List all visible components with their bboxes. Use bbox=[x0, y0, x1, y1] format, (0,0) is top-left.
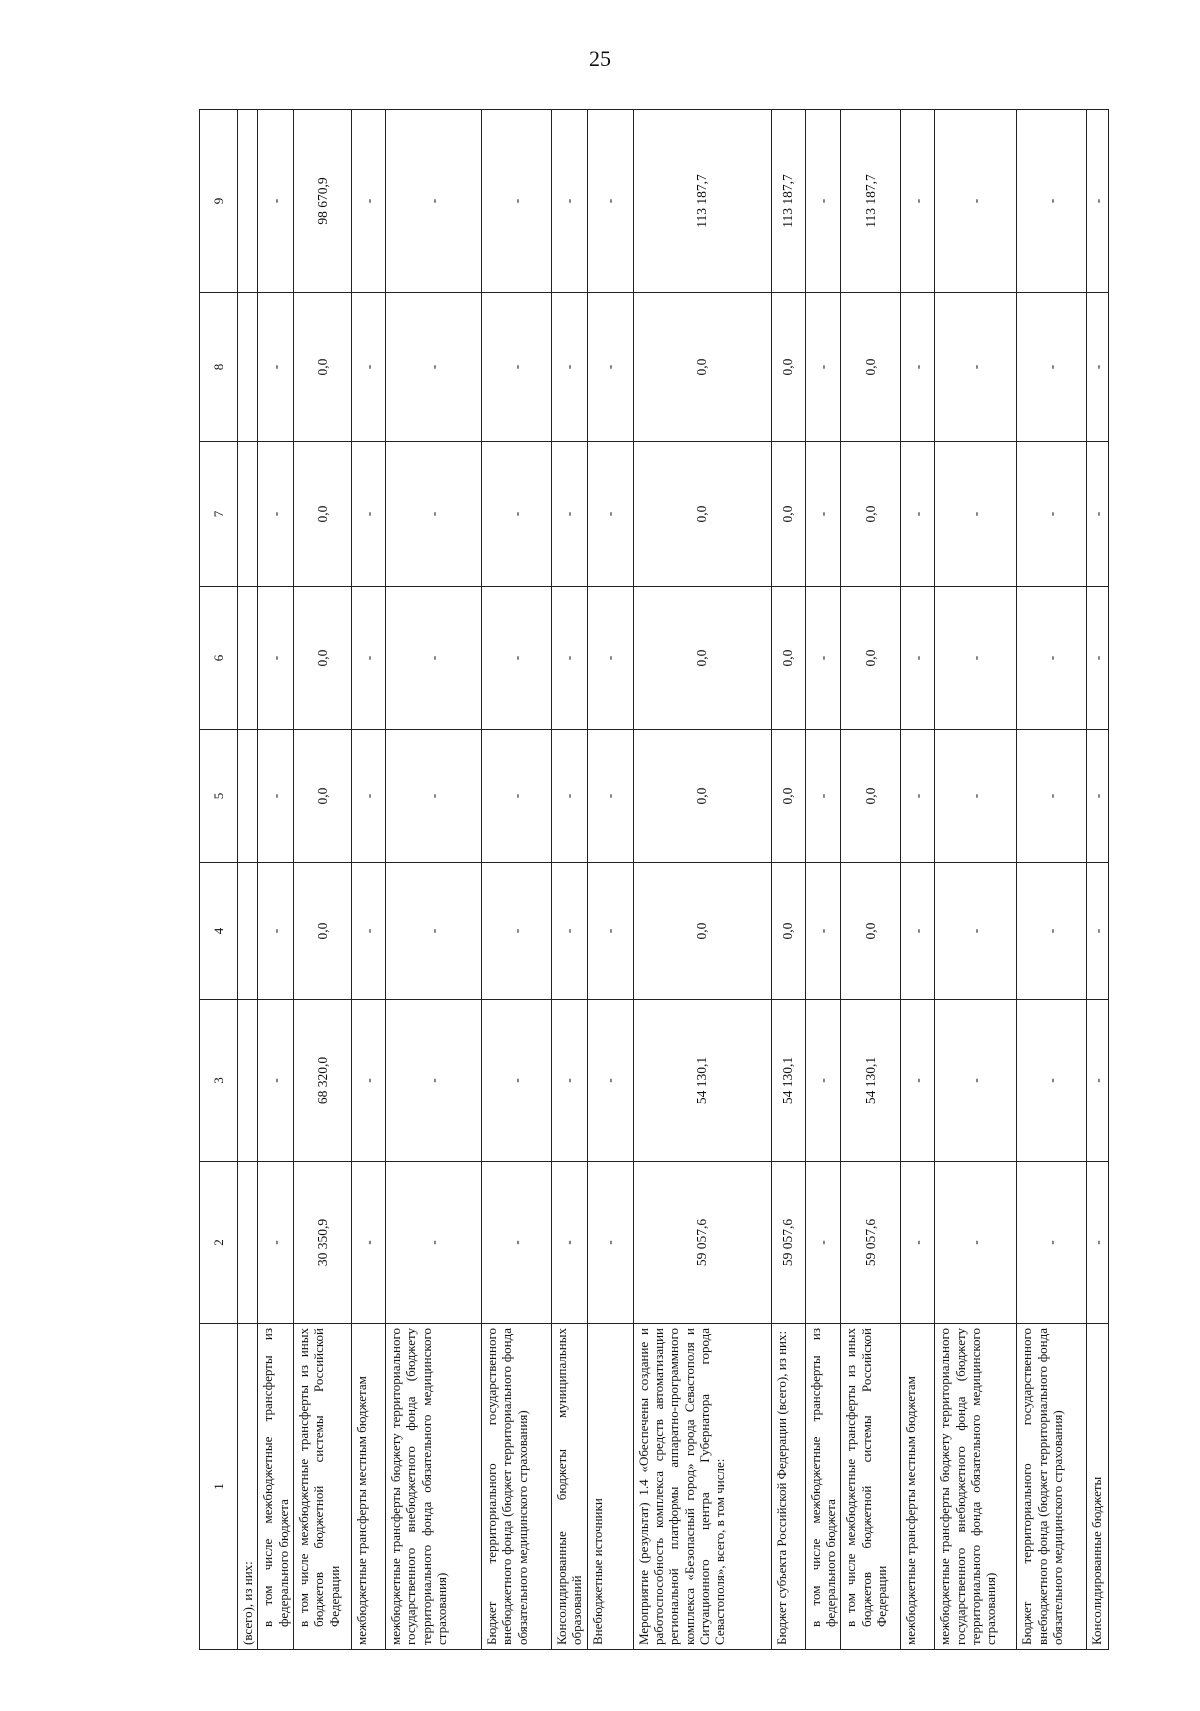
row-label: Внебюджетные источники bbox=[587, 1324, 633, 1650]
value-cell: - bbox=[901, 730, 935, 863]
value-cell: - bbox=[258, 1000, 294, 1162]
value-cell: 0,0 bbox=[293, 730, 351, 863]
row-label: в том числе межбюджетные трансферты из федерального бюджета bbox=[805, 1324, 841, 1650]
row-label: в том числе межбюджетные трансферты из федерального бюджета bbox=[258, 1324, 294, 1650]
header-cell: 6 bbox=[200, 587, 238, 730]
value-cell: - bbox=[258, 1162, 294, 1324]
row-label: межбюджетные трансферты бюджету территориального государственного внебюджетного фонда (бюджету территориального фонда обязательного медицинского страхования) bbox=[935, 1324, 1017, 1650]
table-row bbox=[805, 110, 841, 1650]
value-cell: 113 187,7 bbox=[841, 110, 901, 293]
value-cell: - bbox=[385, 110, 481, 293]
value-cell: - bbox=[587, 863, 633, 1000]
row-label: Бюджет территориального государственного внебюджетного фонда (бюджет территориального фонда обязательного медицинского страхования) bbox=[1017, 1324, 1087, 1650]
value-cell: 0,0 bbox=[771, 293, 805, 442]
value-cell: 0,0 bbox=[633, 442, 771, 587]
value-cell: - bbox=[901, 863, 935, 1000]
value-cell: - bbox=[551, 1000, 587, 1162]
value-cell: - bbox=[385, 1162, 481, 1324]
value-cell: - bbox=[1087, 863, 1109, 1000]
value-cell bbox=[238, 730, 258, 863]
value-cell: - bbox=[935, 1000, 1017, 1162]
value-cell: - bbox=[805, 442, 841, 587]
value-cell: 0,0 bbox=[841, 442, 901, 587]
value-cell: 30 350,9 bbox=[293, 1162, 351, 1324]
table-row bbox=[935, 110, 1017, 1650]
value-cell: 68 320,0 bbox=[293, 1000, 351, 1162]
value-cell: 54 130,1 bbox=[633, 1000, 771, 1162]
table-row bbox=[293, 110, 351, 1650]
table-row bbox=[633, 110, 771, 1650]
value-cell: - bbox=[481, 1000, 551, 1162]
value-cell: 0,0 bbox=[293, 293, 351, 442]
table-row bbox=[238, 110, 258, 1650]
value-cell bbox=[238, 1162, 258, 1324]
value-cell bbox=[238, 110, 258, 293]
value-cell: - bbox=[385, 730, 481, 863]
value-cell: - bbox=[901, 442, 935, 587]
value-cell: - bbox=[901, 293, 935, 442]
value-cell: - bbox=[258, 730, 294, 863]
value-cell: - bbox=[351, 1000, 385, 1162]
value-cell: - bbox=[258, 442, 294, 587]
value-cell: - bbox=[1017, 293, 1087, 442]
value-cell: - bbox=[481, 442, 551, 587]
value-cell: - bbox=[551, 587, 587, 730]
value-cell: - bbox=[901, 110, 935, 293]
table-row bbox=[1017, 110, 1087, 1650]
value-cell: - bbox=[1087, 730, 1109, 863]
value-cell: - bbox=[1017, 110, 1087, 293]
value-cell: - bbox=[935, 730, 1017, 863]
value-cell bbox=[238, 863, 258, 1000]
value-cell: - bbox=[935, 587, 1017, 730]
value-cell: - bbox=[385, 293, 481, 442]
row-label: Мероприятие (результат) 1.4 «Обеспечены создание и работоспособность комплекса средств автоматизации региональной платформы аппаратно-программного комплекса «Безопасный город» города Севастополя и Ситуационного центра Губернатора города Севастополя», всего, в том числе: bbox=[633, 1324, 771, 1650]
value-cell: 113 187,7 bbox=[633, 110, 771, 293]
value-cell: - bbox=[805, 110, 841, 293]
value-cell: - bbox=[935, 110, 1017, 293]
value-cell: - bbox=[385, 863, 481, 1000]
value-cell: - bbox=[351, 110, 385, 293]
row-label: межбюджетные трансферты бюджету территориального государственного внебюджетного фонда (бюджету территориального фонда обязательного медицинского страхования) bbox=[385, 1324, 481, 1650]
value-cell: - bbox=[805, 730, 841, 863]
value-cell: - bbox=[1087, 442, 1109, 587]
value-cell: - bbox=[935, 863, 1017, 1000]
value-cell: 0,0 bbox=[293, 442, 351, 587]
value-cell: - bbox=[351, 1162, 385, 1324]
value-cell: - bbox=[481, 587, 551, 730]
value-cell: 0,0 bbox=[841, 863, 901, 1000]
value-cell: - bbox=[587, 587, 633, 730]
header-cell: 5 bbox=[200, 730, 238, 863]
header-cell: 2 bbox=[200, 1162, 238, 1324]
value-cell: - bbox=[1017, 587, 1087, 730]
header-cell: 9 bbox=[200, 110, 238, 293]
value-cell: - bbox=[1017, 730, 1087, 863]
rotated-table-container bbox=[199, 110, 1105, 1650]
row-label: (всего), из них: bbox=[238, 1324, 258, 1650]
value-cell: 0,0 bbox=[771, 587, 805, 730]
value-cell: - bbox=[385, 587, 481, 730]
value-cell: - bbox=[551, 110, 587, 293]
value-cell: 0,0 bbox=[771, 863, 805, 1000]
value-cell: - bbox=[935, 442, 1017, 587]
value-cell: - bbox=[805, 1162, 841, 1324]
value-cell: - bbox=[1087, 1162, 1109, 1324]
value-cell: - bbox=[935, 293, 1017, 442]
value-cell: 113 187,7 bbox=[771, 110, 805, 293]
value-cell: 0,0 bbox=[841, 730, 901, 863]
value-cell: - bbox=[805, 1000, 841, 1162]
value-cell: - bbox=[901, 587, 935, 730]
value-cell: - bbox=[901, 1000, 935, 1162]
value-cell: - bbox=[1017, 863, 1087, 1000]
table-row bbox=[385, 110, 481, 1650]
value-cell: 59 057,6 bbox=[771, 1162, 805, 1324]
table-row bbox=[841, 110, 901, 1650]
value-cell: 98 670,9 bbox=[293, 110, 351, 293]
value-cell: 0,0 bbox=[633, 863, 771, 1000]
value-cell: 59 057,6 bbox=[841, 1162, 901, 1324]
value-cell: - bbox=[1087, 110, 1109, 293]
value-cell: 0,0 bbox=[771, 442, 805, 587]
value-cell: - bbox=[805, 587, 841, 730]
value-cell: - bbox=[805, 863, 841, 1000]
header-cell: 4 bbox=[200, 863, 238, 1000]
value-cell bbox=[238, 293, 258, 442]
value-cell: - bbox=[587, 730, 633, 863]
value-cell: - bbox=[481, 293, 551, 442]
value-cell: - bbox=[481, 1162, 551, 1324]
value-cell: 0,0 bbox=[841, 587, 901, 730]
value-cell: - bbox=[481, 110, 551, 293]
value-cell: 0,0 bbox=[841, 293, 901, 442]
row-label: Бюджет субъекта Российской Федерации (всего), из них: bbox=[771, 1324, 805, 1650]
table-row bbox=[481, 110, 551, 1650]
value-cell: - bbox=[587, 1000, 633, 1162]
value-cell: - bbox=[258, 587, 294, 730]
value-cell: 0,0 bbox=[633, 293, 771, 442]
row-label: межбюджетные трансферты местным бюджетам bbox=[901, 1324, 935, 1650]
table-row bbox=[771, 110, 805, 1650]
value-cell: - bbox=[1017, 1162, 1087, 1324]
value-cell: - bbox=[481, 863, 551, 1000]
page-number: 25 bbox=[589, 46, 611, 71]
row-label: межбюджетные трансферты местным бюджетам bbox=[351, 1324, 385, 1650]
value-cell: - bbox=[587, 1162, 633, 1324]
value-cell: - bbox=[551, 293, 587, 442]
value-cell: 54 130,1 bbox=[841, 1000, 901, 1162]
value-cell: - bbox=[551, 863, 587, 1000]
value-cell: - bbox=[551, 730, 587, 863]
value-cell: - bbox=[1087, 1000, 1109, 1162]
value-cell: 54 130,1 bbox=[771, 1000, 805, 1162]
value-cell: - bbox=[351, 587, 385, 730]
row-label: Бюджет территориального государственного внебюджетного фонда (бюджет территориального фонда обязательного медицинского страхования) bbox=[481, 1324, 551, 1650]
value-cell bbox=[238, 442, 258, 587]
value-cell: - bbox=[258, 863, 294, 1000]
table-row bbox=[587, 110, 633, 1650]
value-cell: - bbox=[587, 442, 633, 587]
value-cell: - bbox=[551, 442, 587, 587]
value-cell: - bbox=[351, 442, 385, 587]
value-cell bbox=[238, 587, 258, 730]
value-cell: - bbox=[587, 110, 633, 293]
value-cell: - bbox=[901, 1162, 935, 1324]
value-cell: - bbox=[1017, 442, 1087, 587]
table-row bbox=[351, 110, 385, 1650]
value-cell: - bbox=[1087, 587, 1109, 730]
value-cell: - bbox=[805, 293, 841, 442]
value-cell: - bbox=[935, 1162, 1017, 1324]
header-cell: 1 bbox=[200, 1324, 238, 1650]
value-cell: - bbox=[385, 442, 481, 587]
row-label: в том числе межбюджетные трансферты из иных бюджетов бюджетной системы Российской Федерации bbox=[293, 1324, 351, 1650]
header-cell: 3 bbox=[200, 1000, 238, 1162]
table-row bbox=[258, 110, 294, 1650]
value-cell: 0,0 bbox=[633, 587, 771, 730]
value-cell: 0,0 bbox=[293, 587, 351, 730]
value-cell: - bbox=[351, 293, 385, 442]
value-cell: - bbox=[351, 730, 385, 863]
header-cell: 7 bbox=[200, 442, 238, 587]
value-cell: 0,0 bbox=[771, 730, 805, 863]
row-label: Консолидированные бюджеты bbox=[1087, 1324, 1109, 1650]
value-cell: - bbox=[1087, 293, 1109, 442]
value-cell bbox=[238, 1000, 258, 1162]
header-row bbox=[200, 110, 238, 1650]
table-row bbox=[551, 110, 587, 1650]
row-label: Консолидированные бюджеты муниципальных образований bbox=[551, 1324, 587, 1650]
row-label: в том числе межбюджетные трансферты из иных бюджетов бюджетной системы Российской Федерации bbox=[841, 1324, 901, 1650]
value-cell: - bbox=[351, 863, 385, 1000]
value-cell: 59 057,6 bbox=[633, 1162, 771, 1324]
value-cell: - bbox=[258, 110, 294, 293]
value-cell: - bbox=[258, 293, 294, 442]
value-cell: - bbox=[587, 293, 633, 442]
value-cell: - bbox=[551, 1162, 587, 1324]
table-row bbox=[1087, 110, 1109, 1650]
table-row bbox=[901, 110, 935, 1650]
budget-table bbox=[199, 109, 1109, 1650]
value-cell: 0,0 bbox=[633, 730, 771, 863]
value-cell: - bbox=[385, 1000, 481, 1162]
value-cell: - bbox=[481, 730, 551, 863]
value-cell: - bbox=[1017, 1000, 1087, 1162]
header-cell: 8 bbox=[200, 293, 238, 442]
value-cell: 0,0 bbox=[293, 863, 351, 1000]
